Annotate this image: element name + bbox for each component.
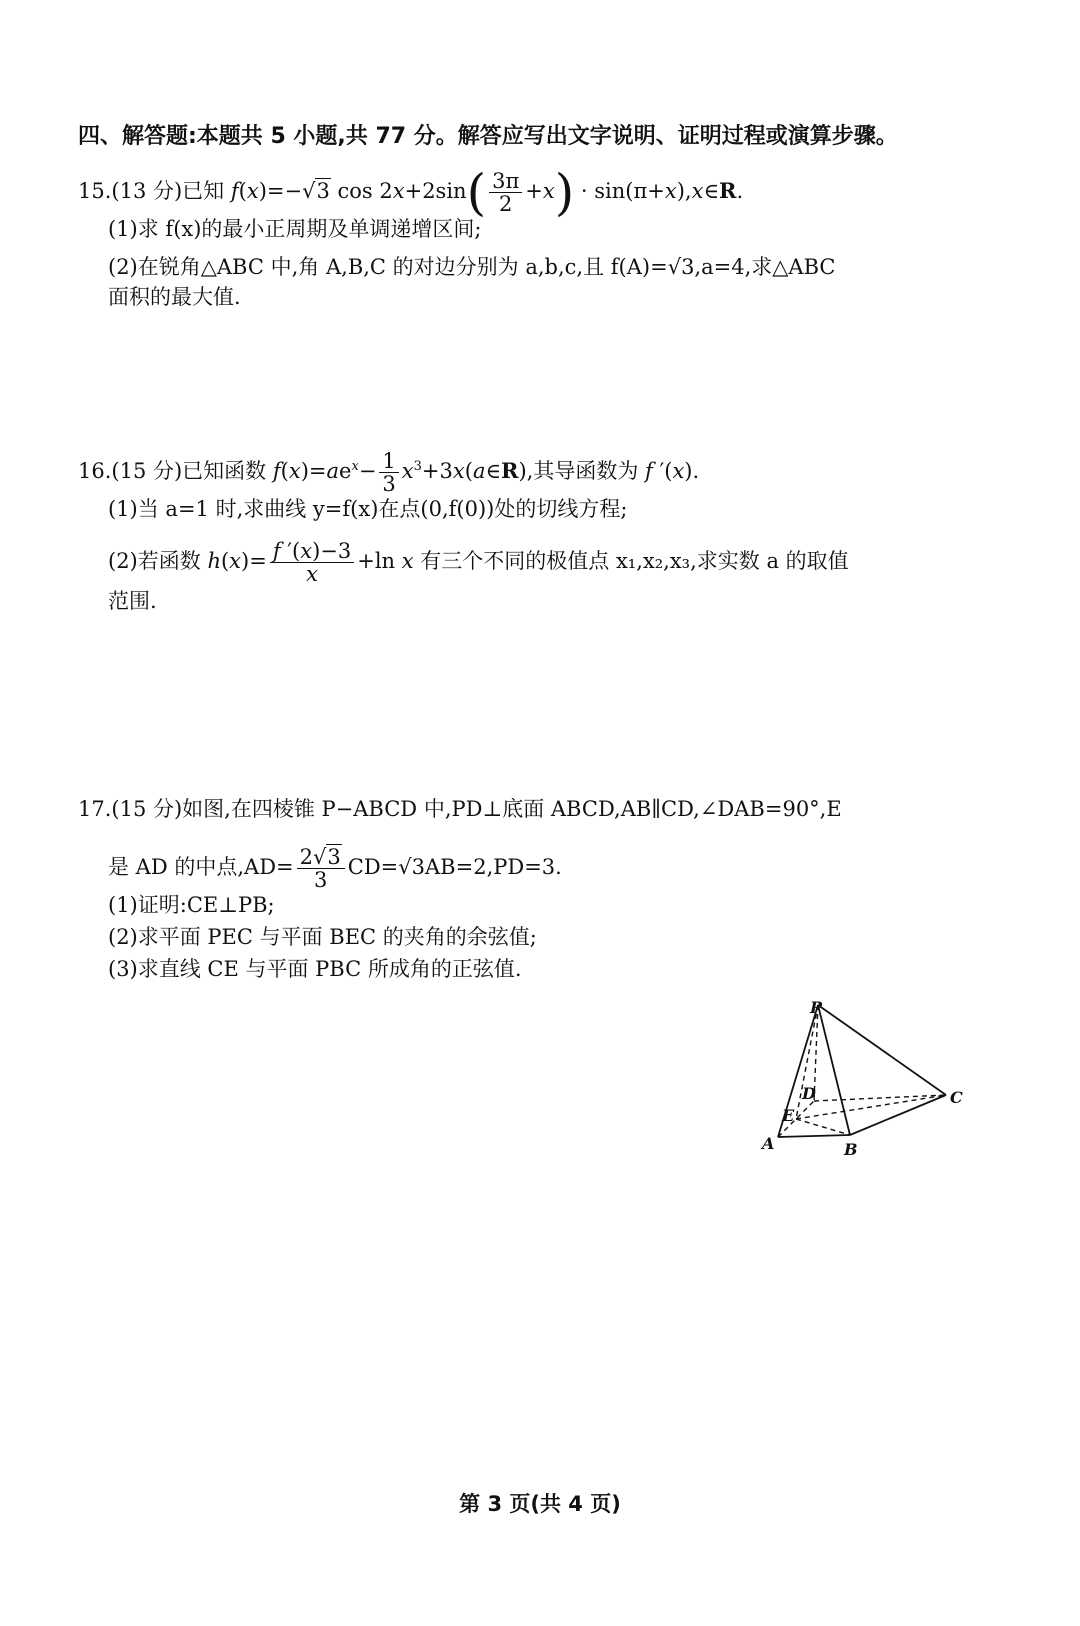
- q17-part3: (3)求直线 CE 与平面 PBC 所成角的正弦值.: [108, 957, 522, 981]
- pyramid-figure: [762, 998, 978, 1165]
- q16-part1: (1)当 a=1 时,求曲线 y=f(x)在点(0,f(0))处的切线方程;: [108, 497, 628, 521]
- label-B: B: [844, 1140, 858, 1159]
- edge-EB: [796, 1119, 850, 1135]
- q15-part1: (1)求 f(x)的最小正周期及单调递增区间;: [108, 217, 482, 241]
- q16-part2-label: (2)若函数: [108, 549, 201, 573]
- q16-part2-line2: 范围.: [108, 589, 157, 613]
- q15-statement: [78, 163, 744, 222]
- q16-h-formula: h(x)= $\frac{f '(x)-3}{x}$ +ln x: [207, 539, 414, 586]
- page-footer: 第 3 页(共 4 页): [459, 1492, 621, 1516]
- edge-AB: [778, 1135, 850, 1137]
- q16-part2-line1: [108, 540, 849, 585]
- q16-head: 16.(15 分)已知函数: [78, 459, 267, 483]
- q16-part2-text: 有三个不同的极值点 x₁,x₂,x₃,求实数 a 的取值: [420, 549, 849, 573]
- pyramid-solid-edges: [778, 1005, 946, 1137]
- q15-formula: f(x)=−√3 cos 2x+2sin( $\frac{3\pi}{2}$ +x) · sin(π+x),x∈R.: [230, 163, 744, 222]
- q15-part2-line2: 面积的最大值.: [108, 285, 241, 309]
- q17-statement-line2: [108, 846, 562, 891]
- label-C: C: [950, 1088, 963, 1107]
- q17-line2-start: 是 AD 的中点,AD=: [108, 855, 294, 879]
- q17-fraction: $\frac{2√3}{3}$: [297, 846, 345, 891]
- q17-line2-end: CD=√3AB=2,PD=3.: [347, 855, 562, 879]
- q16-statement: [78, 450, 699, 495]
- section-heading: 四、解答题:本题共 5 小题,共 77 分。解答应写出文字说明、证明过程或演算步骤。: [78, 124, 898, 149]
- edge-BC: [850, 1095, 946, 1135]
- label-E: E: [782, 1106, 795, 1125]
- label-A: A: [762, 1134, 775, 1153]
- label-P: P: [810, 998, 823, 1017]
- q17-statement-line1: 17.(15 分)如图,在四棱锥 P−ABCD 中,PD⊥底面 ABCD,AB∥CD,∠DAB=90°,E: [78, 797, 842, 821]
- q17-part1: (1)证明:CE⊥PB;: [108, 893, 275, 917]
- q15-head: 15.(13 分)已知: [78, 179, 225, 203]
- q17-part2: (2)求平面 PEC 与平面 BEC 的夹角的余弦值;: [108, 925, 537, 949]
- q16-formula: $f(x)=ae^x-$ $\frac{1}{3}$ $x^3+3x(a\in R)$,其导函数为 f ′(x).: [272, 449, 700, 496]
- edge-DC: [814, 1095, 946, 1101]
- label-D: D: [802, 1084, 816, 1103]
- pyramid-hidden-edges: [778, 1005, 946, 1137]
- q15-part2-line1: (2)在锐角△ABC 中,角 A,B,C 的对边分别为 a,b,c,且 f(A)=√3,a=4,求△ABC: [108, 255, 836, 279]
